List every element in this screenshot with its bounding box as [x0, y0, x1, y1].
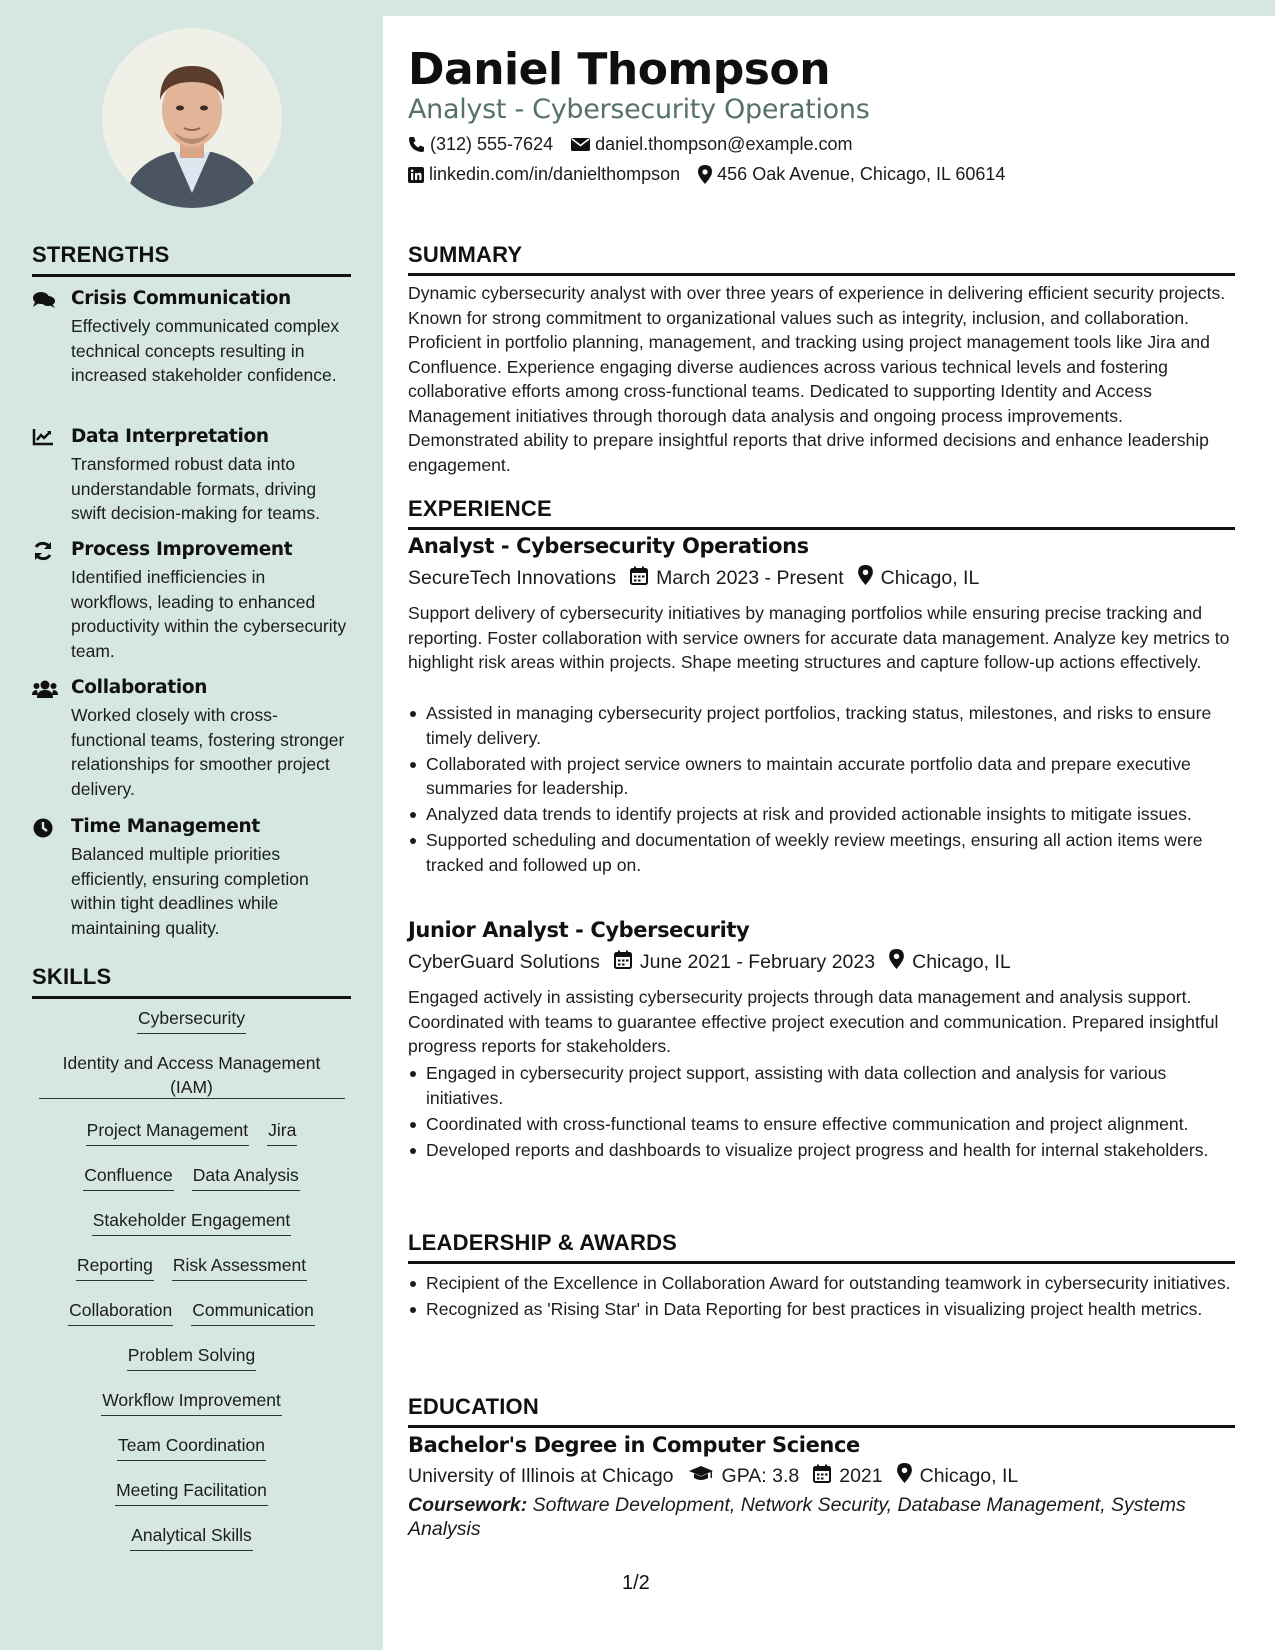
strength-description: Identified inefficiencies in workflows, leading to enhanced productivity within the cybersecurity team. — [71, 567, 347, 661]
company-name: SecureTech Innovations — [408, 566, 617, 589]
strength-description: Worked closely with cross-functional teams, fostering stronger relationships for smoother project delivery. — [71, 705, 345, 799]
skill-tag: Stakeholder Engagement — [92, 1208, 292, 1236]
clock-icon — [32, 818, 56, 838]
map-marker-icon — [698, 165, 712, 184]
skill-tag: Jira — [267, 1118, 297, 1146]
skill-tag: Communication — [191, 1298, 315, 1326]
candidate-name: Daniel Thompson — [408, 44, 831, 95]
page-number: 1/2 — [622, 1572, 650, 1594]
linkedin-icon — [408, 167, 424, 183]
skills-list — [32, 1006, 351, 1568]
skill-tag: Reporting — [76, 1253, 154, 1281]
strength-description: Transformed robust data into understandable formats, driving swift decision-making for teams. — [71, 454, 320, 523]
comments-icon — [32, 290, 56, 310]
calendar-icon — [813, 1464, 831, 1489]
strength-title: Crisis Communication — [71, 288, 291, 309]
job-title: Junior Analyst - Cybersecurity — [408, 918, 750, 942]
skill-tag: Confluence — [83, 1163, 174, 1191]
contact-row-1 — [408, 134, 853, 155]
job-dates: June 2021 - February 2023 — [639, 950, 876, 973]
list-item: Assisted in managing cybersecurity project portfolios, tracking status, milestones, and risks to ensure timely delivery. — [408, 701, 1235, 750]
awards-bullets — [408, 1271, 1235, 1323]
chart-line-icon — [32, 428, 56, 448]
phone-icon — [408, 136, 425, 153]
list-item: Collaborated with project service owners to maintain accurate portfolio data and prepare executive summaries for leadership. — [408, 752, 1235, 801]
list-item: Recipient of the Excellence in Collaboration Award for outstanding teamwork in cybersecurity initiatives. — [408, 1271, 1235, 1296]
list-item: Coordinated with cross-functional teams to ensure effective communication and project alignment. — [408, 1112, 1235, 1137]
job-description: Engaged actively in assisting cybersecurity projects through data management and analysis support. Coordinated with teams to guarantee effective project execution and communication. Prepared insightful progress reports for stakeholders. — [408, 987, 1219, 1056]
avatar — [102, 28, 282, 208]
skill-tag: Problem Solving — [127, 1343, 256, 1371]
graduation-year: 2021 — [839, 1464, 883, 1487]
list-item: Recognized as 'Rising Star' in Data Reporting for best practices in visualizing project health metrics. — [408, 1297, 1235, 1322]
coursework-list: Software Development, Network Security, Database Management, Systems Analysis — [408, 1494, 1186, 1540]
job-title: Analyst - Cybersecurity Operations — [408, 534, 809, 558]
coursework — [408, 1493, 1208, 1541]
degree-title: Bachelor's Degree in Computer Science — [408, 1433, 860, 1457]
coursework-label: Coursework: — [408, 1494, 528, 1516]
email-link[interactable]: daniel.thompson@example.com — [595, 134, 853, 154]
awards-heading: LEADERSHIP & AWARDS — [408, 1230, 1235, 1264]
list-item: Supported scheduling and documentation of weekly review meetings, ensuring all action items were tracked and followed up on. — [408, 828, 1235, 877]
school-name: University of Illinois at Chicago — [408, 1464, 674, 1487]
profile-photo — [102, 28, 282, 208]
job-description: Support delivery of cybersecurity initiatives by managing portfolios while ensuring precise tracking and reporting. Foster collaboration with service owners for accurate data management. Analyze key metrics to highlight risk areas within projects. Shape meeting structures and capture follow-up actions effectively. — [408, 603, 1230, 672]
skill-tag: Collaboration — [68, 1298, 173, 1326]
envelope-icon — [571, 137, 590, 152]
skill-tag: Project Management — [86, 1118, 249, 1146]
summary-text: Dynamic cybersecurity analyst with over three years of experience in delivering efficient security projects. Known for strong commitment to organizational values such as integrity, inclusion, and collaboration. Proficient in portfolio planning, management, and tracking using project management tools like Jira and Confluence. Experience engaging diverse audiences across various technical levels and fostering collaborative efforts among cross-functional teams. Dedicated to supporting Identity and Access Management initiatives through thorough data analysis and ongoing process improvements. Demonstrated ability to prepare insightful reports that drive informed decisions and enhance leadership engagement. — [408, 283, 1226, 475]
strength-title: Time Management — [71, 816, 260, 837]
strength-description: Effectively communicated complex technical concepts resulting in increased stakeholder confidence. — [71, 316, 340, 385]
list-item: Analyzed data trends to identify projects at risk and provided actionable insights to mitigate issues. — [408, 802, 1235, 827]
list-item: Developed reports and dashboards to visualize project progress and health for internal stakeholders. — [408, 1138, 1235, 1163]
map-marker-icon — [897, 1463, 912, 1489]
job-bullets — [408, 1061, 1235, 1164]
job-meta — [408, 565, 979, 591]
job-location: Chicago, IL — [912, 950, 1011, 973]
job-dates: March 2023 - Present — [656, 566, 844, 589]
job-location: Chicago, IL — [880, 566, 980, 589]
graduation-cap-icon — [688, 1464, 714, 1489]
calendar-icon — [630, 566, 648, 591]
list-item: Engaged in cybersecurity project support, assisting with data collection and analysis for various initiatives. — [408, 1061, 1235, 1110]
job-meta — [408, 949, 1011, 975]
candidate-title: Analyst - Cybersecurity Operations — [408, 94, 870, 125]
strength-title: Collaboration — [71, 677, 208, 698]
job-bullets — [408, 701, 1235, 879]
company-name: CyberGuard Solutions — [408, 950, 600, 973]
address: 456 Oak Avenue, Chicago, IL 60614 — [717, 164, 1006, 184]
skill-tag: Meeting Facilitation — [115, 1478, 268, 1506]
education-heading: EDUCATION — [408, 1394, 1235, 1428]
sync-icon — [32, 541, 56, 561]
education-meta — [408, 1463, 1018, 1489]
strength-title: Process Improvement — [71, 539, 293, 560]
top-band — [0, 0, 1275, 16]
strength-description: Balanced multiple priorities efficiently, ensuring completion within tight deadlines while maintaining quality. — [71, 844, 309, 938]
skills-heading: SKILLS — [32, 964, 351, 999]
calendar-icon — [614, 950, 632, 975]
skill-tag: Cybersecurity — [137, 1006, 246, 1034]
strengths-heading: STRENGTHS — [32, 242, 351, 277]
phone-number: (312) 555-7624 — [430, 134, 554, 154]
experience-heading: EXPERIENCE — [408, 496, 1235, 530]
education-location: Chicago, IL — [919, 1464, 1019, 1487]
contact-row-2 — [408, 164, 1005, 185]
skill-tag: Analytical Skills — [130, 1523, 253, 1551]
map-marker-icon — [889, 949, 904, 975]
skill-tag: Workflow Improvement — [101, 1388, 282, 1416]
map-marker-icon — [858, 565, 873, 591]
summary-heading: SUMMARY — [408, 242, 1235, 276]
gpa: GPA: 3.8 — [721, 1464, 800, 1487]
strength-title: Data Interpretation — [71, 426, 269, 447]
linkedin-link[interactable]: linkedin.com/in/danielthompson — [429, 164, 681, 184]
skill-tag: Risk Assessment — [172, 1253, 307, 1281]
users-icon — [32, 679, 56, 699]
skill-tag: Identity and Access Management (IAM) — [39, 1051, 345, 1099]
skill-tag: Team Coordination — [117, 1433, 266, 1461]
skill-tag: Data Analysis — [192, 1163, 300, 1191]
main-column — [383, 16, 1275, 1650]
